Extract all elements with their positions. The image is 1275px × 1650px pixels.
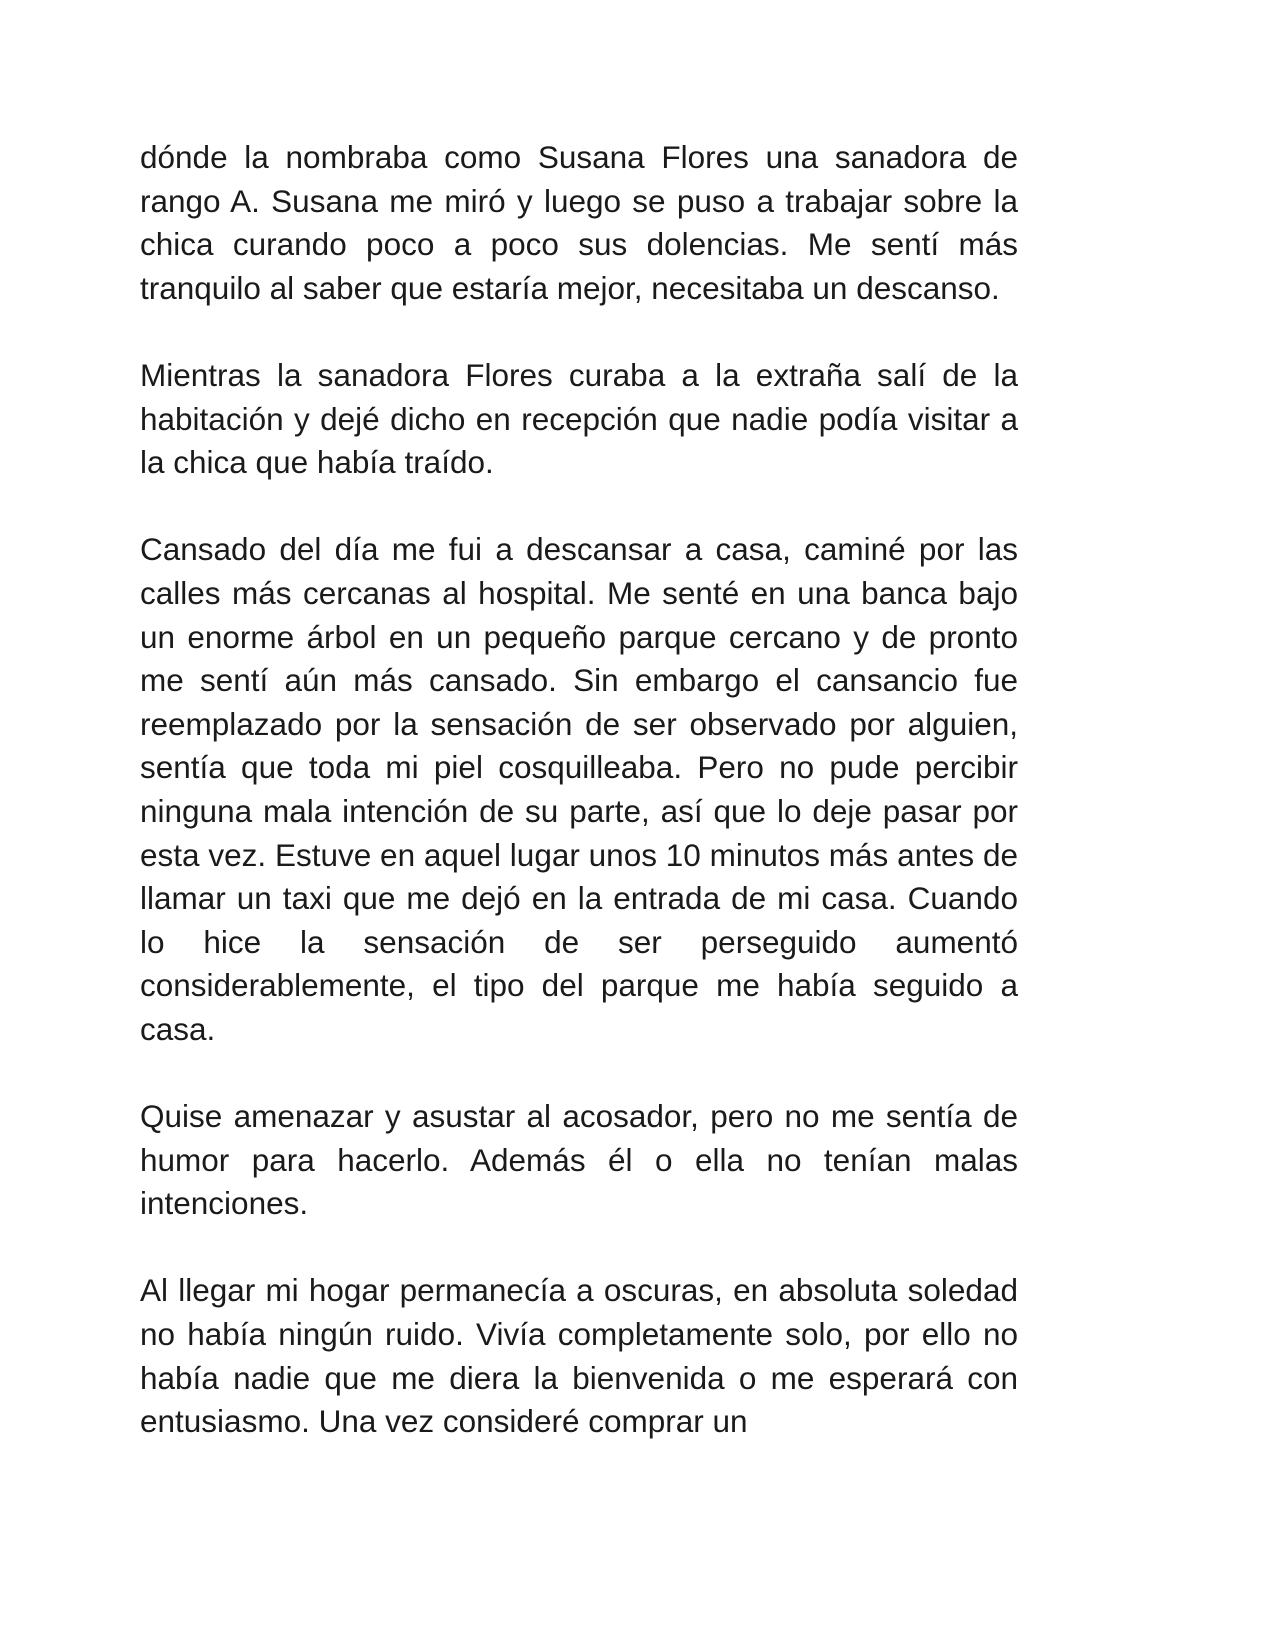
- paragraph-5: Al llegar mi hogar permanecía a oscuras, en absoluta soledad no había ningún ruido. Vivía completamente solo, por ello no había nadie que me diera la bienvenida o me esperará con entusiasmo. Una vez consideré comprar un: [140, 1272, 1018, 1440]
- paragraph-1: dónde la nombraba como Susana Flores una sanadora de rango A. Susana me miró y luego se puso a trabajar sobre la chica curando poco a poco sus dolencias. Me sentí más tranquilo al saber que estaría mejor, necesitaba un descanso.: [140, 139, 1018, 306]
- paragraph-2: Mientras la sanadora Flores curaba a la extraña salí de la habitación y dejé dicho en recepción que nadie podía visitar a la chica que había traído.: [140, 356, 1018, 481]
- paragraph-4: Quise amenazar y asustar al acosador, pero no me sentía de humor para hacerlo. Además él o ella no tenían malas intenciones.: [140, 1098, 1018, 1222]
- paragraph-3: Cansado del día me fui a descansar a casa, caminé por las calles más cercanas al hospital. Me senté en una banca bajo un enorme árbol en un pequeño parque cercano y de pronto me sentí aún más cansado. Sin embargo el cansancio fue reemplazado por la sensación de ser observado por alguien, sentía que toda mi piel cosquilleaba. Pero no pude percibir ninguna mala intención de su parte, así que lo deje pasar por esta vez. Estuve en aquel lugar unos 10 minutos más antes de llamar un taxi que me dejó en la entrada de mi casa. Cuando lo hice la sensación de ser perseguido aumentó considerablemente, el tipo del parque me había seguido a casa.: [140, 531, 1018, 1047]
- body-text: [140, 136, 1018, 1487]
